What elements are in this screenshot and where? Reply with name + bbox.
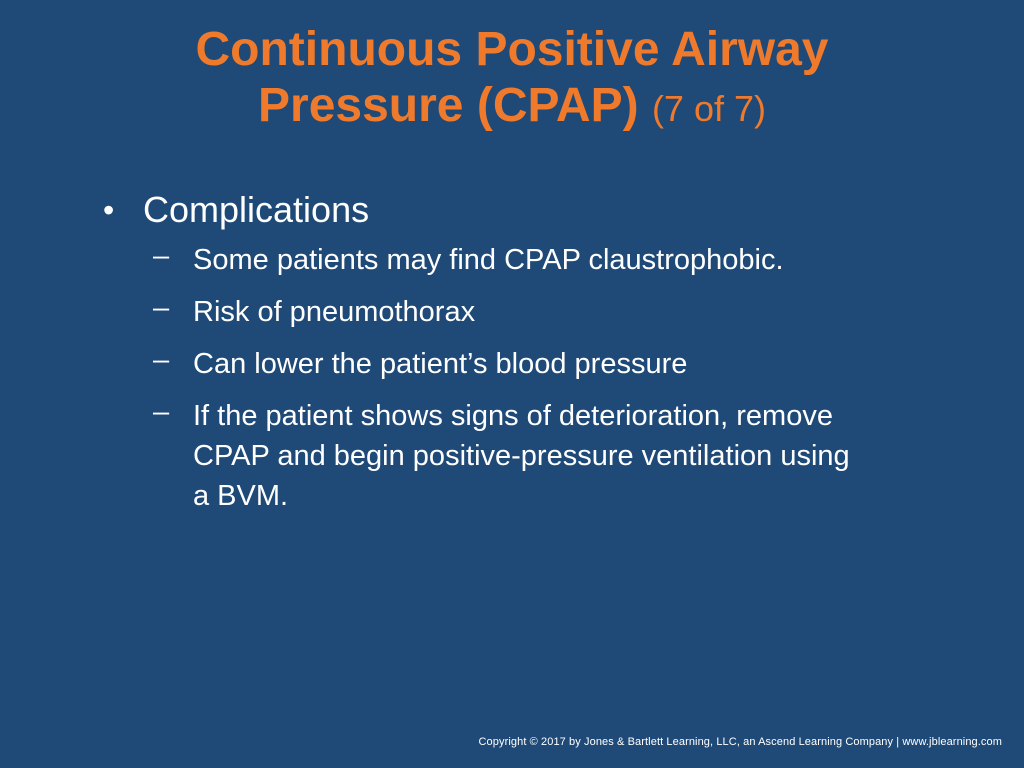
title-line-1: Continuous Positive Airway xyxy=(195,23,829,76)
dash-icon: – xyxy=(153,240,170,272)
sub-bullet-list xyxy=(103,240,923,516)
slide-part-indicator: (7 of 7) xyxy=(651,88,766,129)
sub-bullet xyxy=(103,240,923,280)
main-bullet xyxy=(103,184,923,236)
copyright-footer: Copyright © 2017 by Jones & Bartlett Learning, LLC, an Ascend Learning Company | www.jblearning.com xyxy=(478,736,1002,748)
dash-icon: – xyxy=(153,292,170,324)
dash-icon: – xyxy=(153,396,170,428)
sub-bullet-text: Some patients may find CPAP claustrophobic. xyxy=(193,244,784,276)
sub-bullet-text: Can lower the patient’s blood pressure xyxy=(193,348,688,380)
bullet-list xyxy=(103,184,923,528)
slide-title xyxy=(0,22,1024,137)
title-main: Pressure (CPAP) xyxy=(258,79,639,132)
sub-bullet-text: Risk of pneumothorax xyxy=(193,296,476,328)
main-bullet-text: Complications xyxy=(143,189,370,230)
sub-bullet-text: If the patient shows signs of deterioration, remove CPAP and begin positive-pressure ventilation using a BVM. xyxy=(193,400,850,512)
dash-icon: – xyxy=(153,344,170,376)
sub-bullet xyxy=(103,344,923,384)
bullet-icon: • xyxy=(103,192,115,228)
sub-bullet xyxy=(103,292,923,332)
title-line-2 xyxy=(0,78,1024,137)
sub-bullet xyxy=(103,396,923,516)
